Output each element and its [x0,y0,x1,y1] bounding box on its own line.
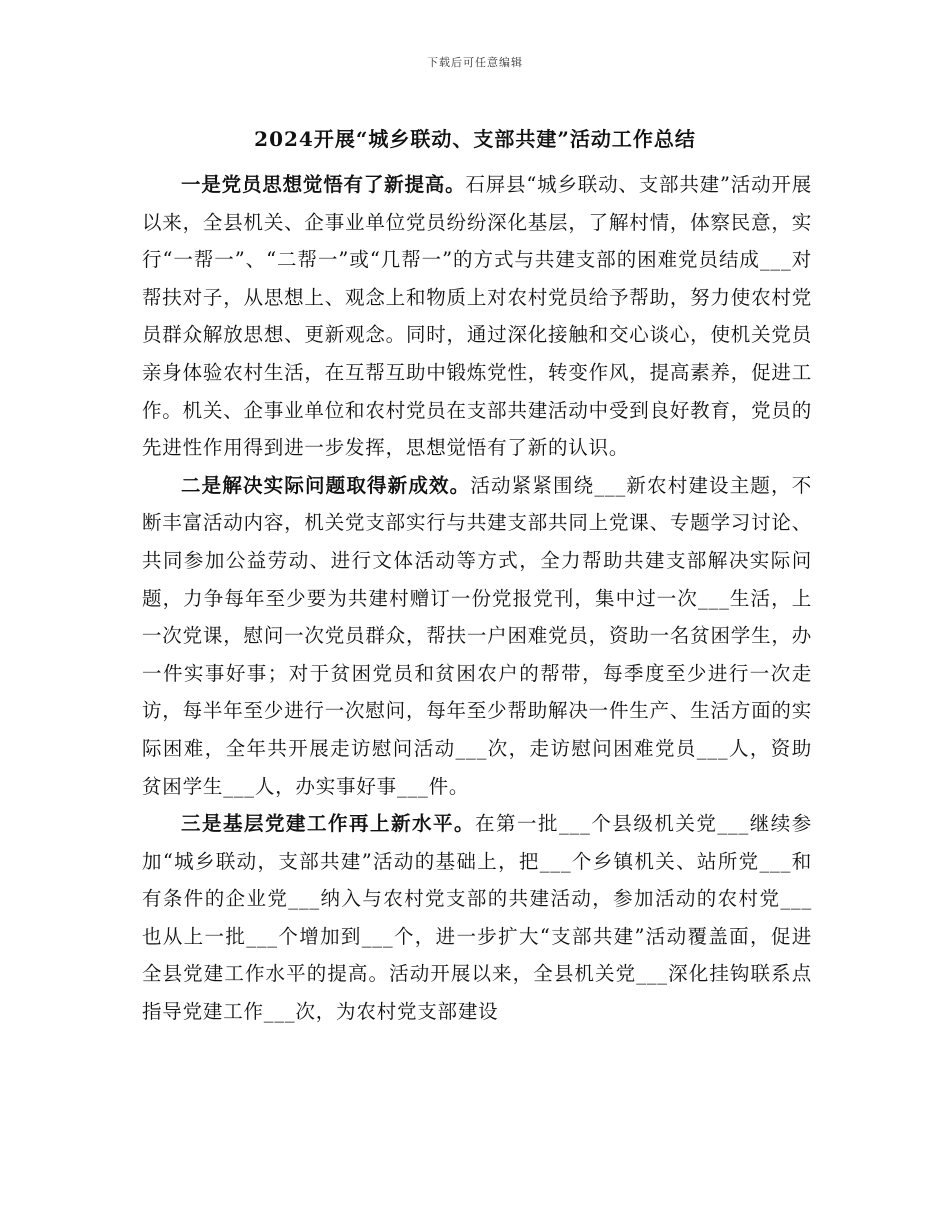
document-body [142,166,812,1031]
page-header-note: 下载后可任意编辑 [427,56,523,69]
paragraph-2-lead: 二是解决实际问题取得新成效。 [181,473,471,497]
document-title: 2024开展“城乡联动、支部共建”活动工作总结 [254,127,696,151]
paragraph-1 [142,166,812,467]
paragraph-3-body: 在第一批___个县级机关党___继续参加“城乡联动，支部共建”活动的基础上，把___个乡镇机关、站所党___和有条件的企业党___纳入与农村党支部的共建活动，参加活动的农村党___也从上一批___个增加到___个，进一步扩大“支部共建”活动覆盖面，促进全县党建工作水平的提高。活动开展以来，全县机关党___深化挂钩联系点指导党建工作___次，为农村党支部建设 [142,812,813,1024]
paragraph-1-body: 石屏县“城乡联动、支部共建”活动开展以来，全县机关、企事业单位党员纷纷深化基层，了解村情，体察民意，实行“一帮一”、“二帮一”或“几帮一”的方式与共建支部的困难党员结成___对帮扶对子，从思想上、观念上和物质上对农村党员给予帮助，努力使农村党员群众解放思想、更新观念。同时，通过深化接触和交心谈心，使机关党员亲身体验农村生活，在互帮互助中锻炼党性，转变作风，提高素养，促进工作。机关、企事业单位和农村党员在支部共建活动中受到良好教育，党员的先进性作用得到进一步发挥，思想觉悟有了新的认识。 [142,173,812,460]
paragraph-3-lead: 三是基层党建工作再上新水平。 [181,812,475,836]
paragraph-3 [142,805,812,1031]
paragraph-2 [142,467,812,805]
paragraph-2-body: 活动紧紧围绕___新农村建设主题，不断丰富活动内容，机关党支部实行与共建支部共同上党课、专题学习讨论、共同参加公益劳动、进行文体活动等方式，全力帮助共建支部解决实际问题，力争每年至少要为共建村赠订一份党报党刊，集中过一次___生活，上一次党课，慰问一次党员群众，帮扶一户困难党员，资助一名贫困学生，办一件实事好事；对于贫困党员和贫困农户的帮带，每季度至少进行一次走访，每半年至少进行一次慰问，每年至少帮助解决一件生产、生活方面的实际困难，全年共开展走访慰问活动___次，走访慰问困难党员___人，资助贫困学生___人，办实事好事___件。 [142,473,812,798]
paragraph-1-lead: 一是党员思想觉悟有了新提高。 [181,173,466,196]
